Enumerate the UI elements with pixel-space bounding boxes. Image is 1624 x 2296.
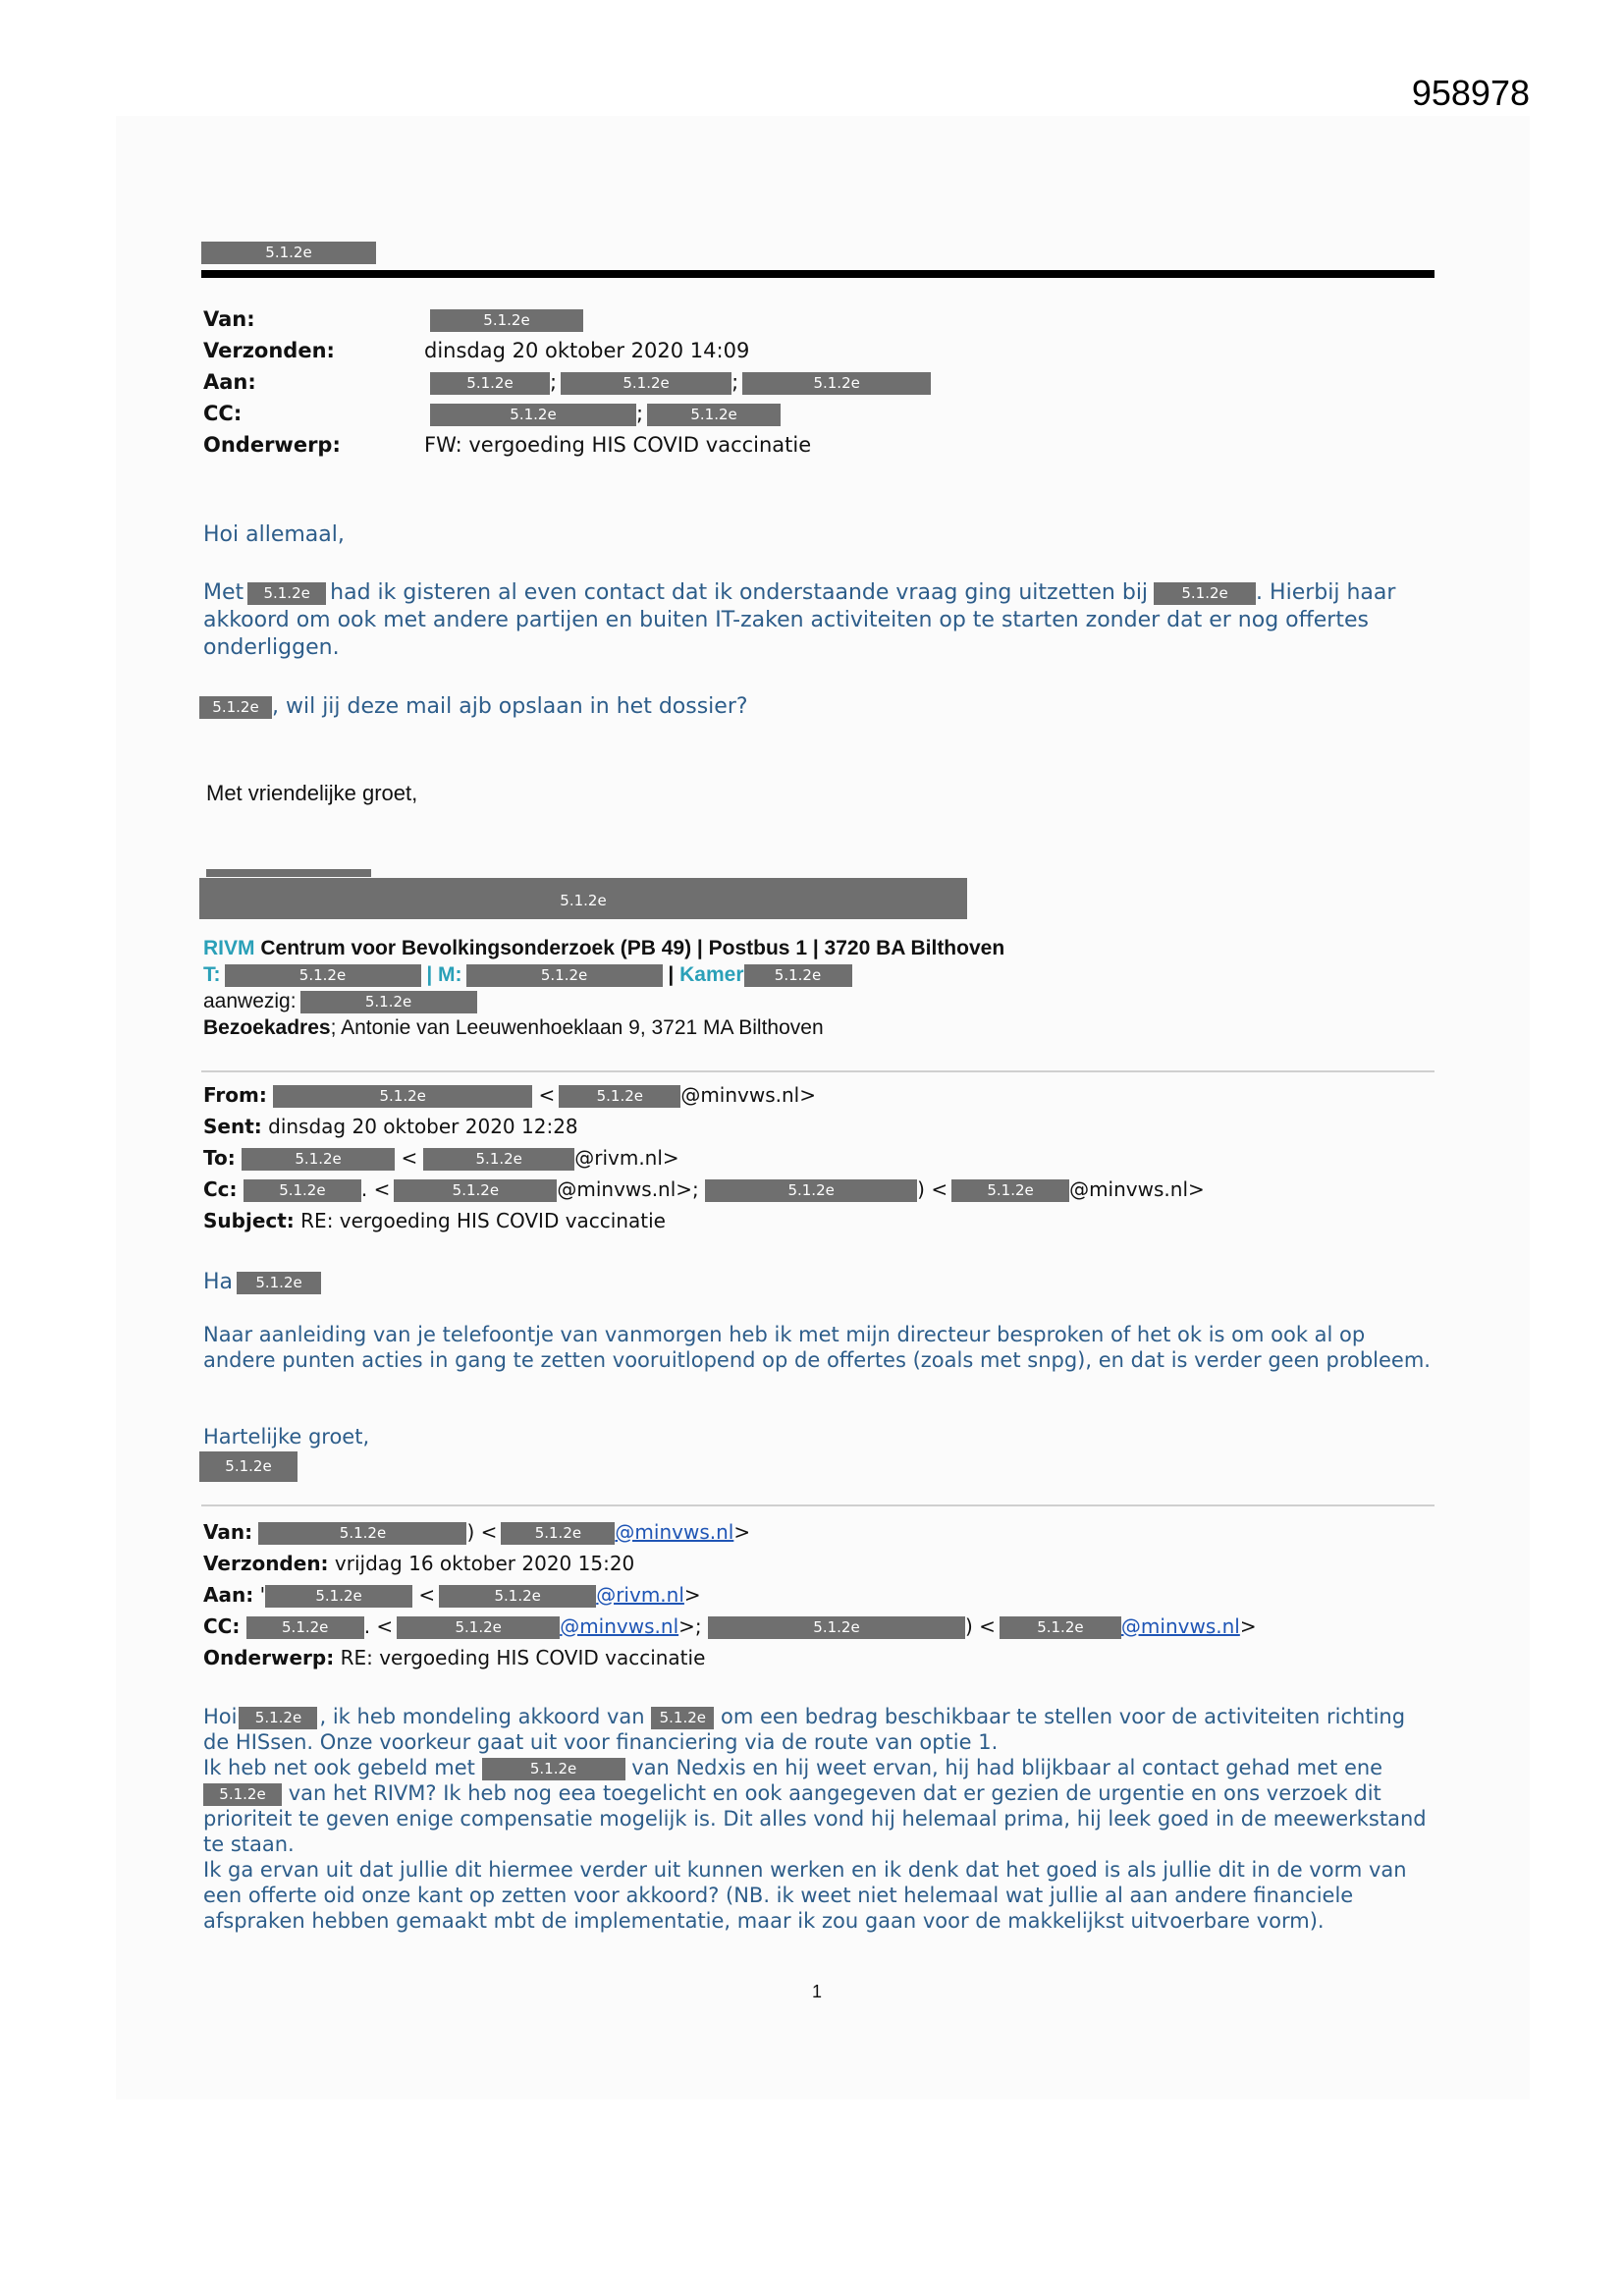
email3-body: Hoi 5.1.2e , ik heb mondeling akkoord van 5.1.2e om een bedrag beschikbaar te stellen voor de activiteiten richting de HISsen. Onze voorkeur gaat uit voor financiering via de route van optie 1. Ik heb net ook gebeld met 5.1.2e van Nedxis en hij weet ervan, hij had blijkbaar al contact gehad met ene 5.1.2e van het RIVM? Ik heb nog eea toegelicht en ook aangegeven dat er gezien de urgentie en ons verzoek dit prioriteit te geven enige compensatie mogelijk is. Dit alles vond hij helemaal prima, hij leek goed in de meewerkstand te staan. Ik ga ervan uit dat jullie dit hiermee verder uit kunnen werken en ik denk dat het goed is als jullie dit in de vorm van een offerte oid onze kant op zetten voor akkoord? (NB. ik weet niet helemaal wat jullie al aan andere financiele afspraken hebben gemaakt mbt de implementatie, maar ik zou gaan voor de makkelijkst uitvoerbare vorm). bbox=[203, 1705, 1427, 1933]
email1-paragraph-2: 5.1.2e , wil jij deze mail ajb opslaan in het dossier? bbox=[199, 693, 748, 721]
email2-header: From: 5.1.2e < 5.1.2e @minvws.nl> Sent: dinsdag 20 oktober 2020 12:28 To: 5.1.2e < 5.1.2e @rivm.nl> Cc: 5.1.2e . < 5.1.2e @minvws.nl>; 5.1.2e ) < 5.1.2e @minvws.nl> Subject: RE: vergoeding HIS COVID vaccinatie bbox=[203, 1083, 1205, 1232]
email1-header: Van: 5.1.2e Verzonden: dinsdag 20 oktober 2020 14:09 Aan: 5.1.2e ; 5.1.2e ; 5.1.2e CC: 5.1.2e ; 5.1.2e Onderwerp: FW: vergoeding HIS COVID vaccinatie bbox=[203, 303, 931, 461]
page-number: 1 bbox=[812, 1982, 823, 2001]
email1-paragraph-1: Met 5.1.2e had ik gisteren al even contact dat ik onderstaande vraag ging uitzetten bij 5.1.2e . Hierbij haar akkoord om ook met andere partijen en buiten IT-zaken activiteiten op te starten zonder dat er nog offertes onderliggen. bbox=[203, 580, 1396, 660]
email3-header: Van: 5.1.2e ) < 5.1.2e @minvws.nl> Verzonden: vrijdag 16 oktober 2020 15:20 Aan: ' 5.1.2e < 5.1.2e @rivm.nl> CC: 5.1.2e . < 5.1.2e @minvws.nl>; 5.1.2e ) < 5.1.2e @minvws.nl> Onderwerp: RE: vergoeding HIS COVID vaccinatie bbox=[203, 1520, 1257, 1669]
sender-name-redaction: 5.1.2e bbox=[201, 242, 376, 264]
separator-1 bbox=[201, 1070, 1435, 1072]
header-bar bbox=[201, 270, 1435, 278]
signature-title-redaction: 5.1.2e bbox=[199, 878, 967, 919]
document-number: 958978 bbox=[1411, 73, 1530, 113]
email3-cc-link-1[interactable]: @minvws.nl bbox=[560, 1614, 679, 1638]
email2-signature-redaction: 5.1.2e bbox=[199, 1451, 298, 1482]
email3-subject: RE: vergoeding HIS COVID vaccinatie bbox=[340, 1646, 706, 1669]
email1-subject: FW: vergoeding HIS COVID vaccinatie bbox=[424, 433, 812, 457]
email1-closing: Met vriendelijke groet, bbox=[206, 781, 418, 805]
email2-greeting: Ha 5.1.2e bbox=[203, 1269, 321, 1296]
email1-signature: RIVM Centrum voor Bevolkingsonderzoek (PB 49) | Postbus 1 | 3720 BA Bilthoven T: 5.1.2e | M: 5.1.2e | Kamer 5.1.2e aanwezig: 5.1.2e Bezoekadres; Antonie van Leeuwenhoeklaan 9, 3721 MA Bilthoven bbox=[203, 937, 1005, 1039]
email2-subject: RE: vergoeding HIS COVID vaccinatie bbox=[300, 1209, 666, 1232]
email3-from-link[interactable]: @minvws.nl bbox=[615, 1520, 734, 1544]
email1-greeting: Hoi allemaal, bbox=[203, 522, 345, 547]
email1-sent: dinsdag 20 oktober 2020 14:09 bbox=[424, 339, 750, 362]
email2-closing: Hartelijke groet, bbox=[203, 1425, 370, 1449]
email3-sent: vrijdag 16 oktober 2020 15:20 bbox=[334, 1552, 635, 1575]
email3-cc-link-2[interactable]: @minvws.nl bbox=[1120, 1614, 1240, 1638]
separator-2 bbox=[201, 1504, 1435, 1506]
email3-to-link[interactable]: @rivm.nl bbox=[596, 1583, 684, 1607]
email2-sent: dinsdag 20 oktober 2020 12:28 bbox=[268, 1115, 578, 1138]
email2-body: Naar aanleiding van je telefoontje van vanmorgen heb ik met mijn directeur besproken of het ok is om ook al op andere punten acties in gang te zetten vooruitlopend op de offertes (zoals met snpg), en dat is verder geen probleem. bbox=[203, 1323, 1431, 1372]
